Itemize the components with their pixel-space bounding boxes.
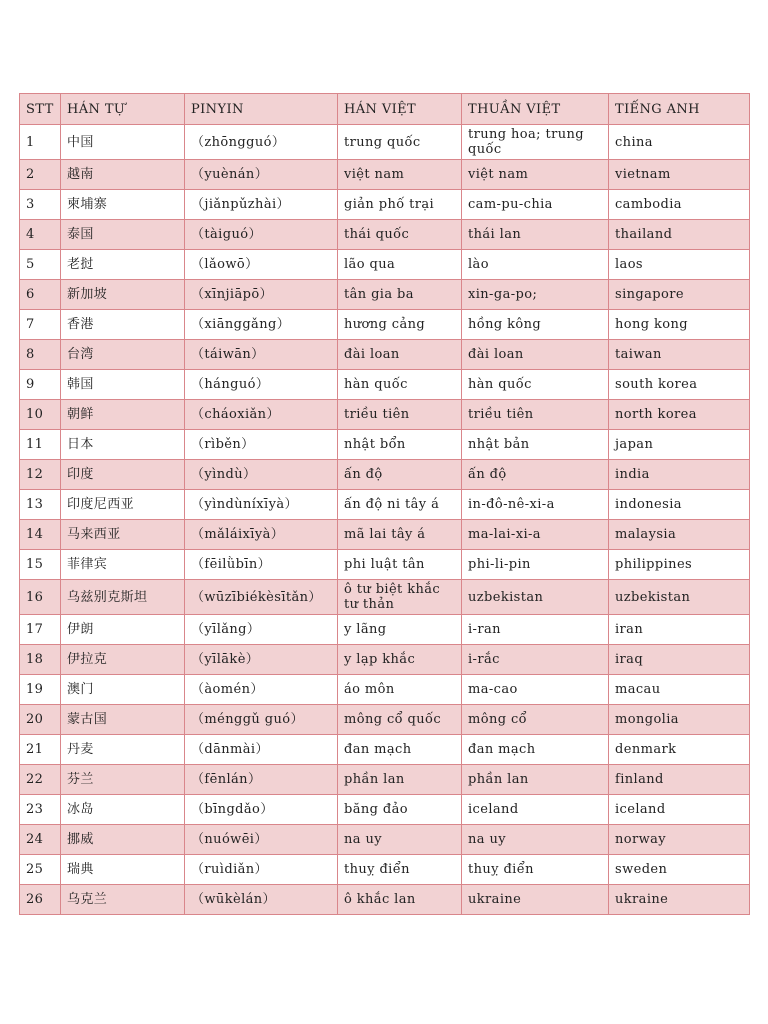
cell-han-tu: 挪威 — [61, 825, 185, 855]
cell-han-tu: 韩国 — [61, 370, 185, 400]
header-thuan-viet: THUẦN VIỆT — [462, 94, 609, 125]
cell-stt: 5 — [20, 250, 61, 280]
cell-han-tu: 蒙古国 — [61, 705, 185, 735]
cell-english: india — [609, 460, 750, 490]
cell-pinyin: （wūzībiékèsītǎn） — [185, 580, 338, 615]
cell-english: mongolia — [609, 705, 750, 735]
cell-pinyin: （xiānggǎng） — [185, 310, 338, 340]
cell-pinyin: （yuènán） — [185, 160, 338, 190]
table-row — [20, 160, 750, 190]
cell-pinyin: （yìndù） — [185, 460, 338, 490]
cell-english: iran — [609, 615, 750, 645]
cell-english: south korea — [609, 370, 750, 400]
cell-han-tu: 印度尼西亚 — [61, 490, 185, 520]
cell-han-tu: 香港 — [61, 310, 185, 340]
cell-english: iceland — [609, 795, 750, 825]
table-row — [20, 645, 750, 675]
table-row — [20, 795, 750, 825]
cell-stt: 19 — [20, 675, 61, 705]
cell-thuan-viet: in-đô-nê-xi-a — [462, 490, 609, 520]
header-han-tu: HÁN TỰ — [61, 94, 185, 125]
cell-han-tu: 台湾 — [61, 340, 185, 370]
cell-pinyin: （tàiguó） — [185, 220, 338, 250]
table-row — [20, 490, 750, 520]
table-row — [20, 460, 750, 490]
cell-thuan-viet: uzbekistan — [462, 580, 609, 615]
cell-thuan-viet: xin-ga-po; — [462, 280, 609, 310]
cell-han-tu: 伊拉克 — [61, 645, 185, 675]
table-row — [20, 220, 750, 250]
cell-thuan-viet: phần lan — [462, 765, 609, 795]
cell-english: uzbekistan — [609, 580, 750, 615]
cell-han-viet: ấn độ — [338, 460, 462, 490]
cell-stt: 7 — [20, 310, 61, 340]
cell-han-viet: thái quốc — [338, 220, 462, 250]
cell-english: norway — [609, 825, 750, 855]
table-row — [20, 125, 750, 160]
cell-stt: 11 — [20, 430, 61, 460]
cell-english: japan — [609, 430, 750, 460]
cell-pinyin: （ruìdiǎn） — [185, 855, 338, 885]
cell-han-viet: trung quốc — [338, 125, 462, 160]
cell-han-tu: 柬埔寨 — [61, 190, 185, 220]
cell-stt: 15 — [20, 550, 61, 580]
cell-han-tu: 新加坡 — [61, 280, 185, 310]
header-row — [20, 94, 750, 125]
cell-english: laos — [609, 250, 750, 280]
cell-stt: 26 — [20, 885, 61, 915]
cell-stt: 24 — [20, 825, 61, 855]
cell-thuan-viet: việt nam — [462, 160, 609, 190]
cell-han-viet: ấn độ ni tây á — [338, 490, 462, 520]
cell-pinyin: （fēnlán） — [185, 765, 338, 795]
cell-han-viet: lão qua — [338, 250, 462, 280]
cell-han-tu: 丹麦 — [61, 735, 185, 765]
cell-english: vietnam — [609, 160, 750, 190]
cell-english: indonesia — [609, 490, 750, 520]
table-row — [20, 885, 750, 915]
cell-han-tu: 马来西亚 — [61, 520, 185, 550]
header-tieng-anh: TIẾNG ANH — [609, 94, 750, 125]
cell-han-viet: đan mạch — [338, 735, 462, 765]
cell-han-tu: 菲律宾 — [61, 550, 185, 580]
cell-han-tu: 泰国 — [61, 220, 185, 250]
cell-thuan-viet: i-rắc — [462, 645, 609, 675]
cell-han-tu: 老挝 — [61, 250, 185, 280]
cell-pinyin: （mǎláixīyà） — [185, 520, 338, 550]
cell-pinyin: （nuówēi） — [185, 825, 338, 855]
cell-thuan-viet: đan mạch — [462, 735, 609, 765]
cell-pinyin: （fēilǜbīn） — [185, 550, 338, 580]
cell-stt: 6 — [20, 280, 61, 310]
cell-stt: 12 — [20, 460, 61, 490]
cell-english: sweden — [609, 855, 750, 885]
cell-stt: 17 — [20, 615, 61, 645]
cell-thuan-viet: trung hoa; trung quốc — [462, 125, 609, 160]
cell-han-viet: ô khắc lan — [338, 885, 462, 915]
cell-pinyin: （cháoxiǎn） — [185, 400, 338, 430]
cell-pinyin: （rìběn） — [185, 430, 338, 460]
cell-han-viet: tân gia ba — [338, 280, 462, 310]
table-row — [20, 520, 750, 550]
cell-han-viet: hương cảng — [338, 310, 462, 340]
cell-pinyin: （yìndùníxīyà） — [185, 490, 338, 520]
table-row — [20, 675, 750, 705]
header-stt: STT — [20, 94, 61, 125]
cell-han-tu: 芬兰 — [61, 765, 185, 795]
cell-han-viet: áo môn — [338, 675, 462, 705]
table-row — [20, 340, 750, 370]
cell-pinyin: （ménggǔ guó） — [185, 705, 338, 735]
cell-stt: 4 — [20, 220, 61, 250]
cell-han-viet: y lãng — [338, 615, 462, 645]
cell-stt: 13 — [20, 490, 61, 520]
cell-han-viet: việt nam — [338, 160, 462, 190]
cell-stt: 9 — [20, 370, 61, 400]
cell-pinyin: （zhōngguó） — [185, 125, 338, 160]
cell-han-tu: 印度 — [61, 460, 185, 490]
table-row — [20, 580, 750, 615]
table-row — [20, 370, 750, 400]
cell-thuan-viet: ma-lai-xi-a — [462, 520, 609, 550]
cell-han-tu: 澳门 — [61, 675, 185, 705]
cell-stt: 25 — [20, 855, 61, 885]
cell-english: north korea — [609, 400, 750, 430]
cell-han-viet: ô tư biệt khắc tư thản — [338, 580, 462, 615]
cell-han-viet: na uy — [338, 825, 462, 855]
table-row — [20, 855, 750, 885]
cell-english: china — [609, 125, 750, 160]
cell-han-viet: triều tiên — [338, 400, 462, 430]
table-row — [20, 280, 750, 310]
table-row — [20, 250, 750, 280]
cell-han-viet: đài loan — [338, 340, 462, 370]
cell-stt: 22 — [20, 765, 61, 795]
cell-pinyin: （hánguó） — [185, 370, 338, 400]
table-body — [20, 125, 750, 915]
cell-pinyin: （táiwān） — [185, 340, 338, 370]
cell-thuan-viet: phi-li-pin — [462, 550, 609, 580]
cell-pinyin: （wūkèlán） — [185, 885, 338, 915]
cell-thuan-viet: mông cổ — [462, 705, 609, 735]
cell-thuan-viet: hàn quốc — [462, 370, 609, 400]
cell-thuan-viet: i-ran — [462, 615, 609, 645]
cell-han-viet: băng đảo — [338, 795, 462, 825]
cell-thuan-viet: cam-pu-chia — [462, 190, 609, 220]
cell-english: malaysia — [609, 520, 750, 550]
table-row — [20, 615, 750, 645]
cell-han-viet: thuỵ điển — [338, 855, 462, 885]
cell-thuan-viet: triều tiên — [462, 400, 609, 430]
cell-han-viet: phi luật tân — [338, 550, 462, 580]
cell-thuan-viet: ấn độ — [462, 460, 609, 490]
header-han-viet: HÁN VIỆT — [338, 94, 462, 125]
country-names-table — [19, 93, 750, 915]
cell-stt: 20 — [20, 705, 61, 735]
cell-thuan-viet: ma-cao — [462, 675, 609, 705]
cell-thuan-viet: thuỵ điển — [462, 855, 609, 885]
cell-stt: 23 — [20, 795, 61, 825]
header-pinyin: PINYIN — [185, 94, 338, 125]
cell-pinyin: （jiǎnpǔzhài） — [185, 190, 338, 220]
cell-han-viet: mã lai tây á — [338, 520, 462, 550]
cell-han-tu: 伊朗 — [61, 615, 185, 645]
cell-stt: 8 — [20, 340, 61, 370]
table-row — [20, 705, 750, 735]
cell-han-viet: y lạp khắc — [338, 645, 462, 675]
cell-stt: 21 — [20, 735, 61, 765]
cell-thuan-viet: lào — [462, 250, 609, 280]
table-row — [20, 765, 750, 795]
cell-english: iraq — [609, 645, 750, 675]
cell-english: macau — [609, 675, 750, 705]
cell-han-tu: 日本 — [61, 430, 185, 460]
cell-stt: 1 — [20, 125, 61, 160]
cell-stt: 14 — [20, 520, 61, 550]
cell-han-viet: giản phố trại — [338, 190, 462, 220]
cell-han-tu: 乌克兰 — [61, 885, 185, 915]
cell-pinyin: （yīlǎng） — [185, 615, 338, 645]
cell-pinyin: （xīnjiāpō） — [185, 280, 338, 310]
cell-english: hong kong — [609, 310, 750, 340]
cell-english: taiwan — [609, 340, 750, 370]
cell-pinyin: （lǎowō） — [185, 250, 338, 280]
cell-english: cambodia — [609, 190, 750, 220]
cell-han-viet: phần lan — [338, 765, 462, 795]
cell-han-tu: 朝鲜 — [61, 400, 185, 430]
cell-han-tu: 乌兹别克斯坦 — [61, 580, 185, 615]
table-row — [20, 310, 750, 340]
cell-stt: 18 — [20, 645, 61, 675]
table-row — [20, 400, 750, 430]
cell-stt: 16 — [20, 580, 61, 615]
cell-han-viet: mông cổ quốc — [338, 705, 462, 735]
cell-han-tu: 越南 — [61, 160, 185, 190]
cell-english: philippines — [609, 550, 750, 580]
cell-english: thailand — [609, 220, 750, 250]
cell-english: finland — [609, 765, 750, 795]
cell-han-viet: nhật bổn — [338, 430, 462, 460]
cell-thuan-viet: na uy — [462, 825, 609, 855]
cell-thuan-viet: ukraine — [462, 885, 609, 915]
table-row — [20, 430, 750, 460]
cell-thuan-viet: thái lan — [462, 220, 609, 250]
cell-han-tu: 中国 — [61, 125, 185, 160]
cell-stt: 2 — [20, 160, 61, 190]
cell-pinyin: （yīlākè） — [185, 645, 338, 675]
table-row — [20, 550, 750, 580]
cell-stt: 10 — [20, 400, 61, 430]
cell-english: denmark — [609, 735, 750, 765]
cell-han-viet: hàn quốc — [338, 370, 462, 400]
cell-english: singapore — [609, 280, 750, 310]
cell-han-tu: 冰岛 — [61, 795, 185, 825]
cell-pinyin: （àomén） — [185, 675, 338, 705]
table-row — [20, 190, 750, 220]
cell-thuan-viet: hồng kông — [462, 310, 609, 340]
cell-thuan-viet: nhật bản — [462, 430, 609, 460]
cell-thuan-viet: iceland — [462, 795, 609, 825]
cell-stt: 3 — [20, 190, 61, 220]
cell-english: ukraine — [609, 885, 750, 915]
table-row — [20, 825, 750, 855]
cell-pinyin: （bīngdǎo） — [185, 795, 338, 825]
cell-thuan-viet: đài loan — [462, 340, 609, 370]
table-row — [20, 735, 750, 765]
cell-han-tu: 瑞典 — [61, 855, 185, 885]
cell-pinyin: （dānmài） — [185, 735, 338, 765]
